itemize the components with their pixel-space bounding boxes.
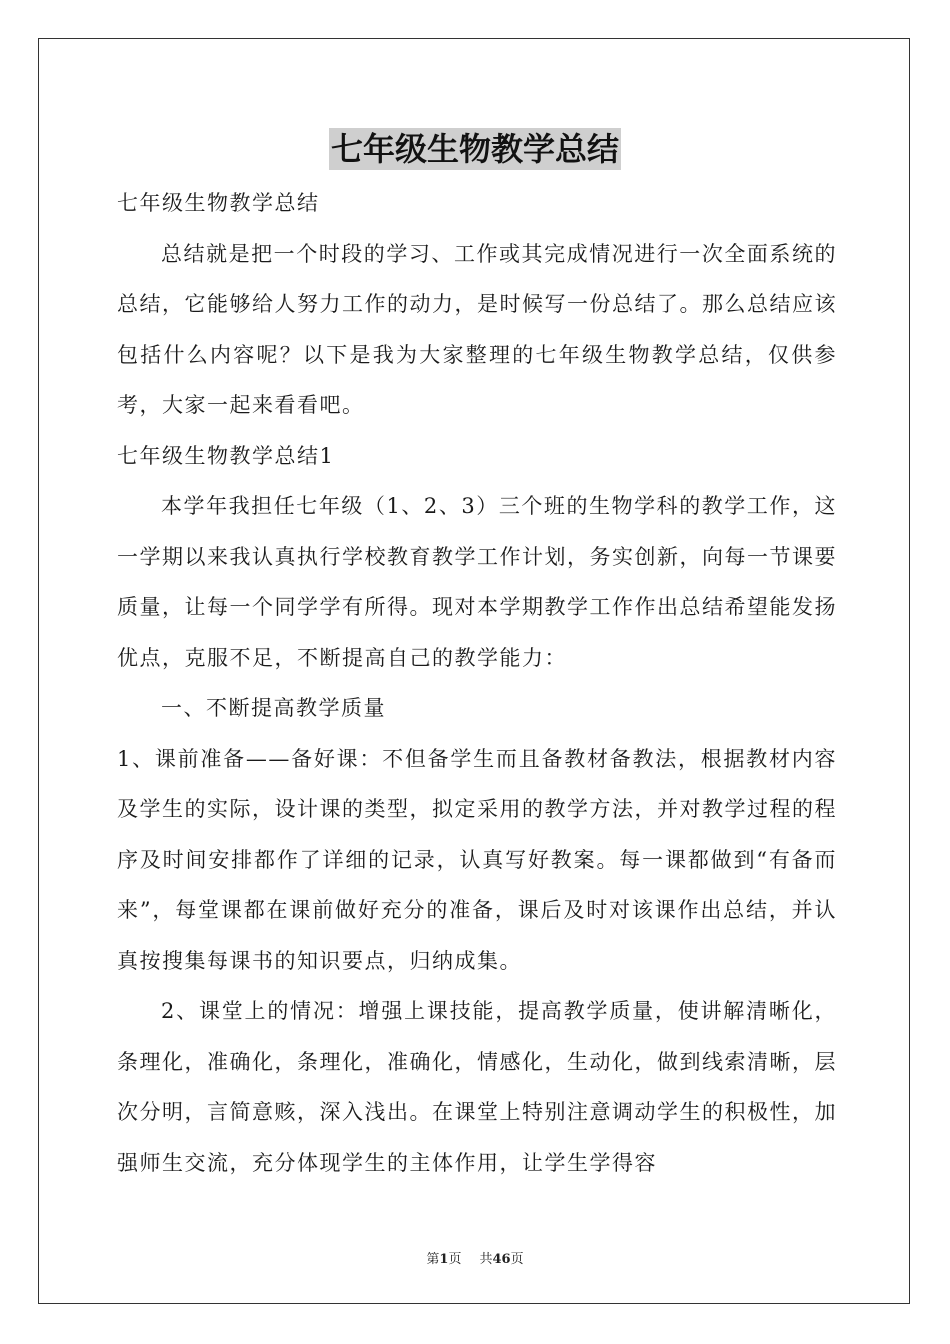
paragraph-item-2: 2、课堂上的情况：增强上课技能，提高教学质量，使讲解清晰化，条理化，准确化，条理化，准确化，情感化，生动化，做到线索清晰，层次分明，言简意赅，深入浅出。在课堂上特别注意调动学生的积极性，加强师生交流，充分体现学生的主体作用，让学生学得容 <box>117 999 837 1175</box>
paragraph-body: 本学年我担任七年级（1、2、3）三个班的生物学科的教学工作，这一学期以来我认真执行学校教育教学工作计划，务实创新，向每一节课要质量，让每一个同学学有所得。现对本学期教学工作作出总结希望能发扬优点，克服不足，不断提高自己的教学能力： <box>117 494 837 670</box>
paragraph-subheading: 一、不断提高教学质量 <box>161 696 386 720</box>
title-container <box>0 128 950 170</box>
paragraph-intro: 总结就是把一个时段的学习、工作或其完成情况进行一次全面系统的总结，它能够给人努力工作的动力，是时候写一份总结了。那么总结应该包括什么内容呢？以下是我为大家整理的七年级生物教学总结，仅供参考，大家一起来看看吧。 <box>117 241 837 417</box>
paragraph-section-heading: 七年级生物教学总结1 <box>117 443 335 468</box>
document-body <box>117 178 837 1188</box>
paragraph-subtitle: 七年级生物教学总结 <box>117 191 320 215</box>
total-pages: 46 <box>492 1252 511 1267</box>
page-footer <box>0 1248 950 1267</box>
total-suffix: 页 <box>510 1252 524 1267</box>
page-prefix: 第 <box>426 1252 440 1267</box>
page-number: 1 <box>439 1252 449 1267</box>
document-title: 七年级生物教学总结 <box>330 130 619 168</box>
paragraph-item-1: 1、课前准备——备好课：不但备学生而且备教材备教法，根据教材内容及学生的实际，设计课的类型，拟定采用的教学方法，并对教学过程的程序及时间安排都作了详细的记录，认真写好教案。每一课都做到“有备而来”，每堂课都在课前做好充分的准备，课后及时对该课作出总结，并认真按搜集每课书的知识要点，归纳成集。 <box>117 746 837 973</box>
page-suffix: 页 <box>448 1252 462 1267</box>
total-prefix: 共 <box>479 1252 493 1267</box>
